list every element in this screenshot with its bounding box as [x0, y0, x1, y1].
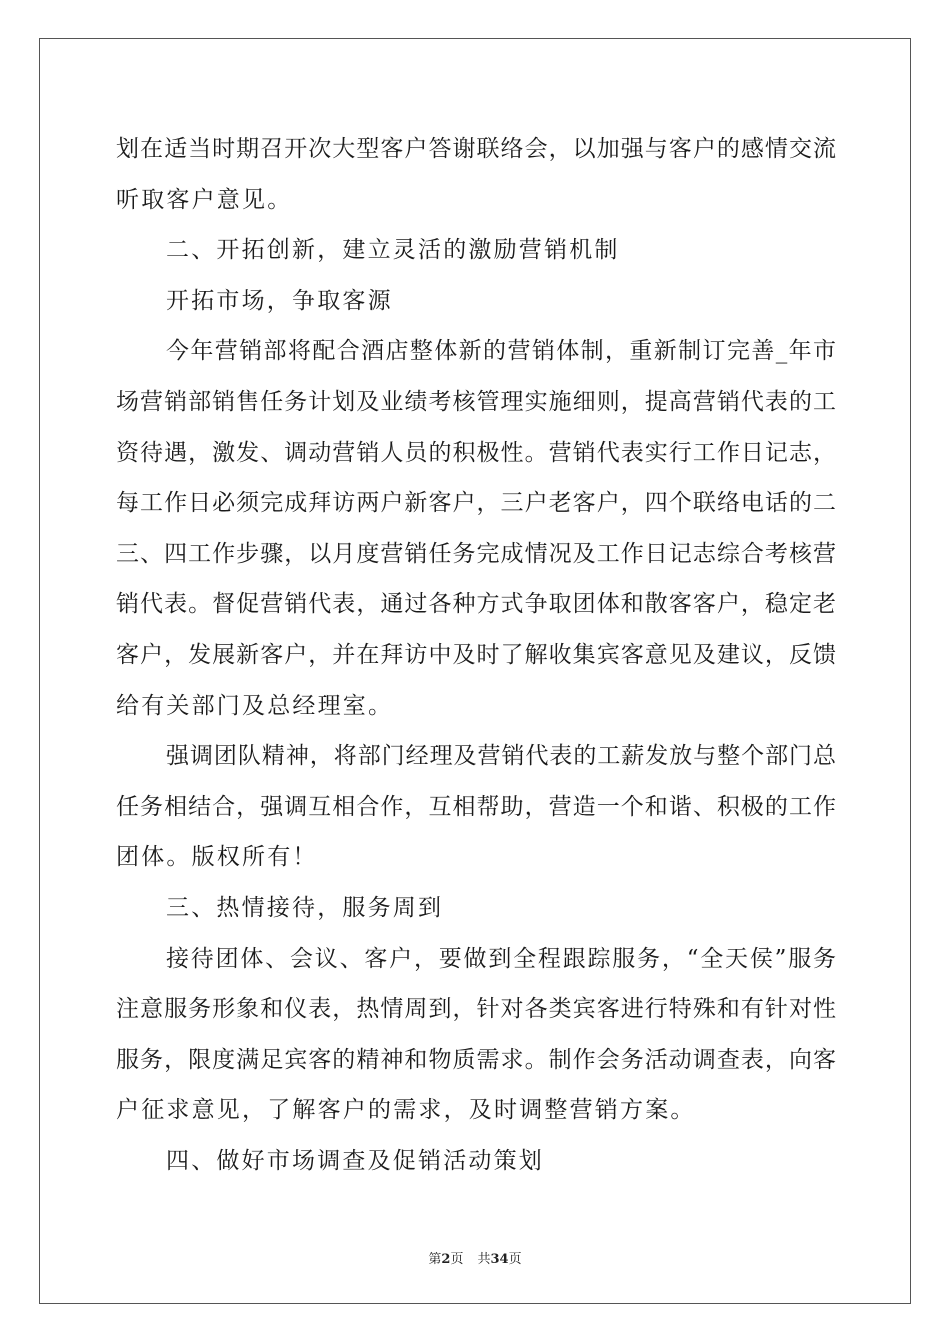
- paragraph-line: 每工作日必须完成拜访两户新客户，三户老客户，四个联络电话的二: [116, 490, 836, 517]
- page-footer: [0, 1248, 950, 1267]
- page-suffix: 页: [450, 1252, 464, 1267]
- total-prefix: 共: [477, 1252, 491, 1267]
- paragraph-line: 划在适当时期召开次大型客户答谢联络会，以加强与客户的感情交流: [116, 136, 836, 162]
- page-number: 2: [441, 1252, 451, 1267]
- page-prefix: 第: [428, 1252, 442, 1267]
- total-pages: 34: [490, 1252, 509, 1267]
- paragraph-line: 强调团队精神，将部门经理及营销代表的工薪发放与整个部门总: [166, 743, 836, 770]
- paragraph-line: 客户，发展新客户，并在拜访中及时了解收集宾客意见及建议，反馈: [116, 641, 836, 668]
- paragraph-line: 给有关部门及总经理室。: [116, 692, 394, 719]
- paragraph-line: 销代表。督促营销代表，通过各种方式争取团体和散客客户，稳定老: [116, 591, 836, 618]
- paragraph-line: 服务，限度满足宾客的精神和物质需求。制作会务活动调查表，向客: [116, 1046, 836, 1073]
- document-body: [116, 124, 836, 1186]
- paragraph-line: 任务相结合，强调互相合作，互相帮助，营造一个和谐、积极的工作: [116, 793, 836, 820]
- paragraph-line: 注意服务形象和仪表，热情周到，针对各类宾客进行特殊和有针对性: [116, 996, 836, 1023]
- paragraph-line: 今年营销部将配合酒店整体新的营销体制，重新制订完善_年市: [166, 338, 836, 365]
- paragraph-line: 户征求意见，了解客户的需求，及时调整营销方案。: [116, 1097, 696, 1124]
- total-suffix: 页: [508, 1252, 522, 1267]
- paragraph-line: 接待团体、会议、客户，要做到全程跟踪服务，“全天侯”服务: [166, 945, 836, 972]
- paragraph-line: 三、四工作步骤，以月度营销任务完成情况及工作日记志综合考核营: [116, 540, 836, 567]
- paragraph-line: 团体。版权所有！: [116, 844, 318, 871]
- paragraph-line: 资待遇，激发、调动营销人员的积极性。营销代表实行工作日记志，: [116, 439, 836, 466]
- paragraph-line: 场营销部销售任务计划及业绩考核管理实施细则，提高营销代表的工: [116, 388, 836, 415]
- sub-heading: 开拓市场，争取客源: [166, 287, 393, 314]
- paragraph-line: 听取客户意见。: [116, 186, 293, 213]
- section-heading: 三、热情接待，服务周到: [166, 894, 444, 921]
- section-heading: 四、做好市场调查及促销活动策划: [166, 1147, 544, 1174]
- section-heading: 二、开拓创新，建立灵活的激励营销机制: [166, 237, 620, 264]
